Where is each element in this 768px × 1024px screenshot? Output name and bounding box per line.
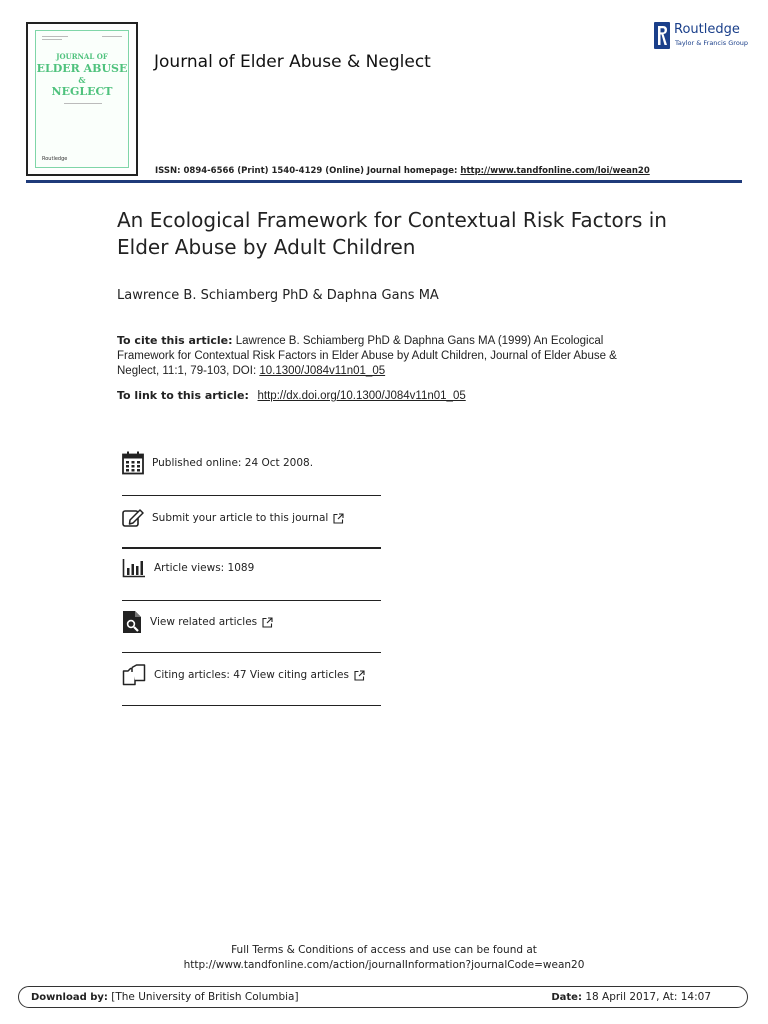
date-value: 18 April 2017, At: 14:07 xyxy=(585,991,711,1003)
download-by xyxy=(31,991,299,1003)
article-title: An Ecological Framework for Contextual Risk Factors in Elder Abuse by Adult Children xyxy=(117,208,667,259)
article-doi-link[interactable]: http://dx.doi.org/10.1300/J084v11n01_05 xyxy=(257,390,466,402)
citing-articles-link[interactable]: Citing articles: 47 View citing articles xyxy=(154,669,349,681)
publisher-subtitle: Taylor & Francis Group xyxy=(675,39,749,47)
published-online-row xyxy=(122,450,381,476)
cite-text: Lawrence B. Schiamberg PhD & Daphna Gans MA (1999) An Ecological Framework for Contextual Risk Factors in Elder Abuse by Adult Children, Journal of Elder Abuse & Neglect, 11:1, 79-103, DOI: xyxy=(117,335,617,377)
routledge-r-icon xyxy=(654,22,670,49)
bar-chart-icon xyxy=(122,558,146,578)
external-link-icon xyxy=(333,513,344,524)
related-articles-row[interactable] xyxy=(122,609,381,635)
terms-notice xyxy=(0,943,768,973)
download-date xyxy=(551,991,711,1003)
journal-name: Journal of Elder Abuse & Neglect xyxy=(154,52,431,72)
issn-text: ISSN: 0894-6566 (Print) 1540-4129 (Online) Journal homepage: xyxy=(155,166,458,176)
journal-cover-inner xyxy=(35,30,129,168)
cover-line xyxy=(64,103,102,104)
link-label: To link to this article: xyxy=(117,389,249,402)
published-online-text: Published online: 24 Oct 2008. xyxy=(152,457,314,469)
article-authors: Lawrence B. Schiamberg PhD & Daphna Gans MA xyxy=(117,288,439,303)
cover-title-line: ELDER ABUSE xyxy=(36,62,128,75)
cover-title-line: & xyxy=(78,75,86,85)
date-label: Date: xyxy=(551,992,582,1003)
cite-doi-link[interactable]: 10.1300/J084v11n01_05 xyxy=(259,365,386,377)
issn-line xyxy=(155,166,650,176)
article-link-line xyxy=(117,388,466,402)
submit-article-link[interactable]: Submit your article to this journal xyxy=(152,512,329,524)
article-views-text: Article views: 1089 xyxy=(154,562,255,574)
publisher-logo[interactable] xyxy=(654,22,749,50)
edit-icon xyxy=(122,508,144,528)
related-articles-link[interactable]: View related articles xyxy=(150,616,258,628)
citing-articles-icon xyxy=(122,664,146,686)
download-label: Download by: xyxy=(31,992,108,1003)
cover-line xyxy=(102,36,122,37)
cover-title-line: NEGLECT xyxy=(51,85,113,98)
publisher-name: Routledge xyxy=(674,22,740,37)
row-divider xyxy=(122,705,381,706)
submit-article-row[interactable] xyxy=(122,505,381,531)
cover-publisher-logo: Routledge xyxy=(42,156,68,162)
download-info-bar xyxy=(18,986,748,1008)
citation-block xyxy=(117,333,657,379)
row-divider xyxy=(122,652,381,653)
row-divider xyxy=(122,495,381,496)
cover-line xyxy=(42,39,62,40)
cite-label: To cite this article: xyxy=(117,334,233,347)
terms-line: Full Terms & Conditions of access and use can be found at xyxy=(231,944,537,956)
row-divider xyxy=(122,547,381,549)
row-divider xyxy=(122,600,381,601)
header-divider xyxy=(26,180,742,183)
article-views-row xyxy=(122,555,381,581)
journal-homepage-link[interactable]: http://www.tandfonline.com/loi/wean20 xyxy=(460,166,650,176)
citing-articles-row[interactable] xyxy=(122,662,381,688)
cover-title-line: JOURNAL OF xyxy=(56,52,108,61)
terms-url[interactable]: http://www.tandfonline.com/action/journalInformation?journalCode=wean20 xyxy=(183,959,585,971)
download-value: [The University of British Columbia] xyxy=(111,991,299,1003)
journal-cover xyxy=(26,22,138,176)
external-link-icon xyxy=(262,617,273,628)
document-search-icon xyxy=(122,610,142,634)
calendar-icon xyxy=(122,451,144,475)
cover-line xyxy=(42,36,68,37)
external-link-icon xyxy=(354,670,365,681)
